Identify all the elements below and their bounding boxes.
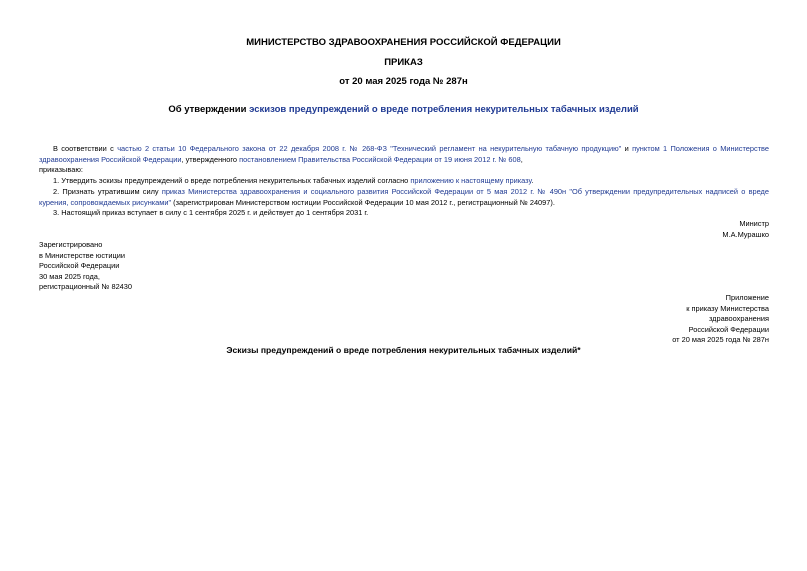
signature-position: Министр xyxy=(739,219,769,228)
registration-line: Российской Федерации xyxy=(39,261,120,271)
appendix-line: от 20 мая 2025 года № 287н xyxy=(672,335,769,345)
appendix-title: Эскизы предупреждений о вреде потребления некурительных табачных изделий* xyxy=(226,345,581,355)
appendix-link[interactable]: приложению к настоящему приказу xyxy=(410,176,532,185)
appendix-block xyxy=(672,293,769,346)
registration-line: 30 мая 2025 года, xyxy=(39,271,100,281)
document-title-prefix: Об утверждении xyxy=(168,104,250,115)
item-1-text-2: . xyxy=(531,176,534,185)
registration-line: Зарегистрировано xyxy=(39,240,103,249)
appendix-line: Российской Федерации xyxy=(688,324,769,334)
preamble-paragraph xyxy=(39,144,769,165)
item-3-paragraph: 3. Настоящий приказ вступает в силу с 1 сентября 2025 г. и действует до 1 сентября 2031 г. xyxy=(53,208,369,217)
ministry-heading: МИНИСТЕРСТВО ЗДРАВООХРАНЕНИЯ РОССИЙСКОЙ ФЕДЕРАЦИИ xyxy=(246,37,561,48)
signature-name: М.А.Мурашко xyxy=(722,229,769,239)
ministry-regulation-link[interactable]: пунктом 1 Положения о Министерстве здравоохранения Российской Федерации xyxy=(39,144,770,164)
date-number-heading: от 20 мая 2025 года № 287н xyxy=(339,76,468,87)
preamble-text-2: и xyxy=(621,144,633,153)
registration-line: в Министерстве юстиции xyxy=(39,250,126,260)
appendix-line: здравоохранения xyxy=(708,314,769,324)
item-2-text-2: (зарегистрирован Министерством юстиции Российской Федерации 10 мая 2012 г., регистрационный № 24097). xyxy=(171,197,555,207)
doc-type-heading: ПРИКАЗ xyxy=(384,57,423,68)
item-1-paragraph xyxy=(39,176,769,187)
preamble-text-1: В соответствии с xyxy=(53,144,118,153)
repealed-order-link[interactable]: приказ Министерства здравоохранения и социального развития Российской Федерации от 5 мая 2012 г. № 490н "Об утверждении предупредительных надписей о вреде курения, сопровождаемых рисунками" xyxy=(39,187,769,207)
appendix-line: к приказу Министерства xyxy=(686,303,769,313)
document-title xyxy=(0,104,807,115)
item-1-text-1: 1. Утвердить эскизы предупреждений о вреде потребления некурительных табачных изделий согласно xyxy=(53,176,411,185)
preamble-text-3: , утвержденного xyxy=(181,154,240,164)
document-title-link[interactable]: эскизов предупреждений о вреде потребления некурительных табачных изделий xyxy=(249,104,639,115)
registration-line: регистрационный № 82430 xyxy=(39,282,133,292)
registration-block xyxy=(39,240,132,293)
item-2-text-1: 2. Признать утратившим силу xyxy=(53,187,162,196)
appendix-line: Приложение xyxy=(725,293,769,302)
preamble-text-4: , xyxy=(520,154,523,164)
government-decree-link[interactable]: постановлением Правительства Российской Федерации от 19 июня 2012 г. № 608 xyxy=(239,154,521,164)
item-2-paragraph xyxy=(39,187,769,208)
federal-law-link[interactable]: частью 2 статьи 10 Федерального закона от 22 декабря 2008 г. № 268-ФЗ "Технический регламент на некурительную табачную продукцию" xyxy=(117,144,622,153)
signature-block xyxy=(722,219,769,240)
orders-line: приказываю: xyxy=(39,165,83,174)
